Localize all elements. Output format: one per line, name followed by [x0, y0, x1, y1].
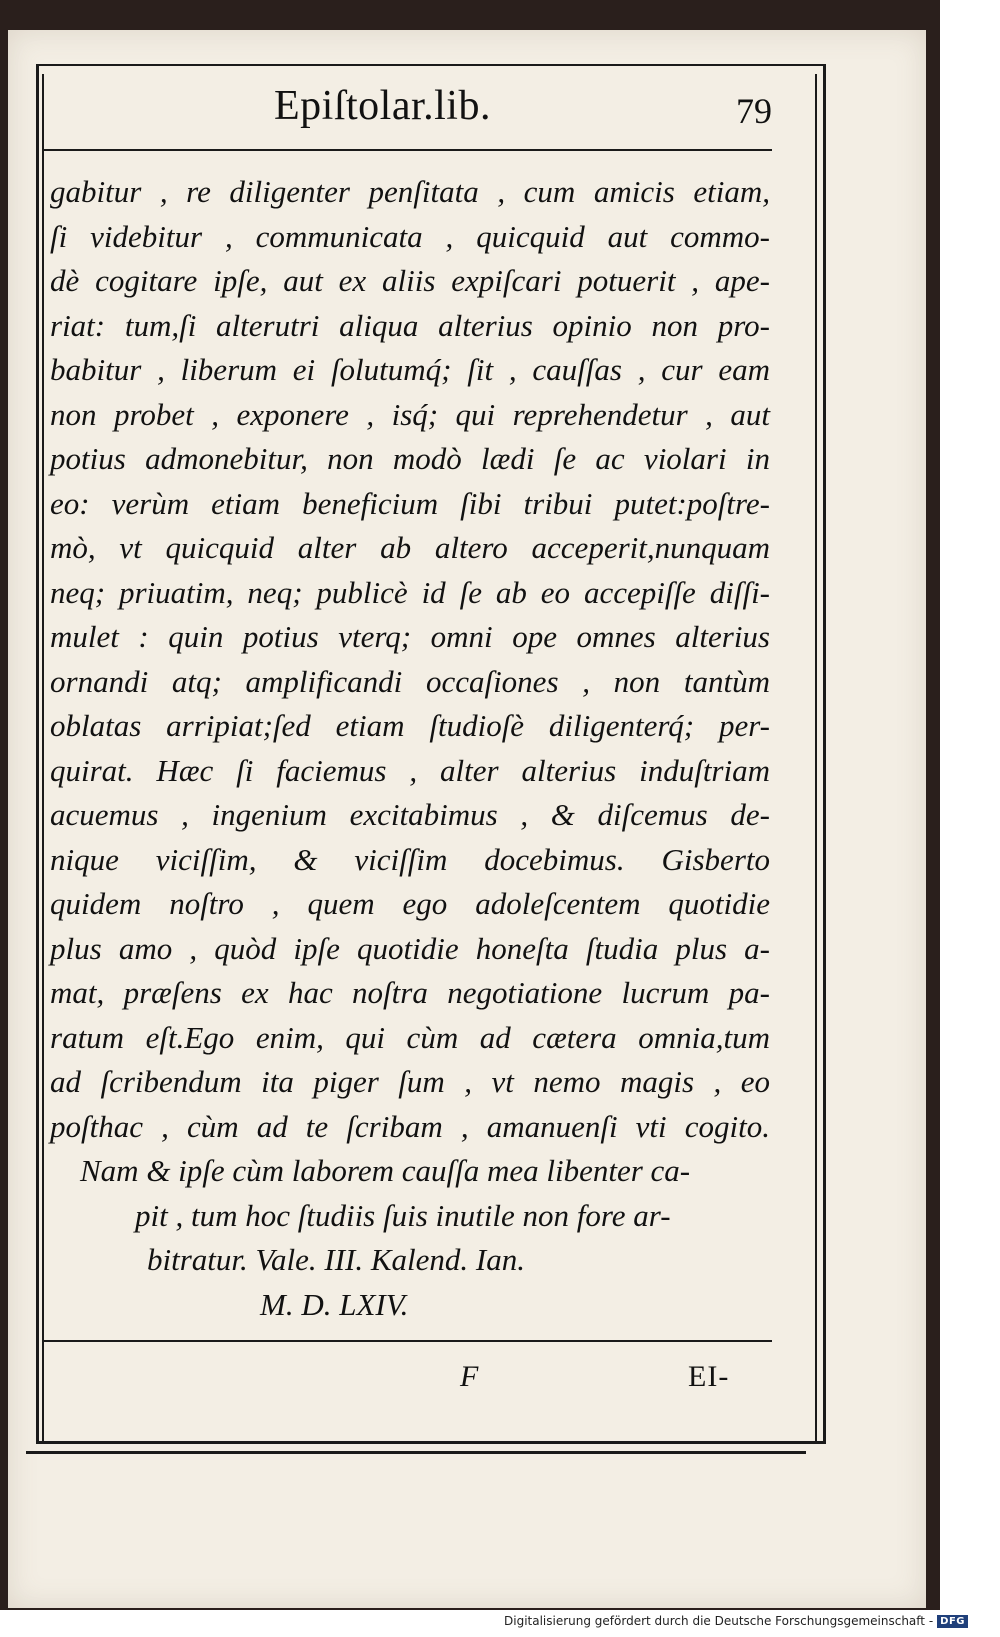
text-line: quirat. Hæc ſi faciemus , alter alterius induſtriam: [50, 752, 770, 788]
text-line: eo: verùm etiam beneficium ſibi tribui putet:poſtre-: [50, 485, 770, 521]
footer-rule: [44, 1340, 772, 1342]
page-number: 79: [736, 91, 772, 131]
text-line: neq; priuatim, neq; publicè id ſe ab eo accepiſſe diſſi-: [50, 574, 770, 610]
bottom-rule: [26, 1451, 806, 1454]
digitization-credit: [504, 1611, 968, 1631]
text-line: ornandi atq; amplificandi occaſiones , non tantùm: [50, 663, 770, 699]
text-line: mò, vt quicquid alter ab altero acceperit,nunquam: [50, 530, 770, 565]
text-line: nique viciſſim, & viciſſim docebimus. Gisberto: [50, 841, 770, 877]
text-line: dè cogitare ipſe, aut ex aliis expiſcari potuerit , ape-: [50, 263, 770, 298]
letter-text: [50, 170, 770, 1327]
date-line: M. D. LXIV.: [260, 1286, 409, 1322]
text-line: quidem noſtro , quem ego adoleſcentem quotidie: [50, 886, 770, 921]
catchword: EI-: [688, 1360, 730, 1393]
text-line: non probet , exponere , isq́; qui reprehendetur , aut: [50, 396, 770, 432]
text-line: potius admonebitur, non modò lædi ſe ac violari in: [50, 441, 770, 476]
text-line: riat: tum,ſi alterutri aliqua alterius opinio non pro-: [50, 307, 770, 343]
text-line: pit , tum hoc ſtudiis ſuis inutile non fore ar-: [135, 1197, 671, 1233]
running-title: Epiſtolar.lib.: [274, 83, 491, 129]
text-line: Nam & ipſe cùm laborem cauſſa mea libenter ca-: [80, 1153, 691, 1188]
text-line: mulet : quin potius vterq; omni ope omnes alterius: [50, 619, 770, 654]
credit-text: Digitalisierung gefördert durch die Deutsche Forschungsgemeinschaft -: [504, 1614, 934, 1628]
text-line: poſthac , cùm ad te ſcribam , amanuenſi vti cogito.: [50, 1108, 770, 1144]
page-header: [44, 82, 772, 142]
text-line: ad ſcribendum ita piger ſum , vt nemo magis , eo: [50, 1064, 770, 1099]
signature-mark: F: [460, 1360, 479, 1393]
text-line: oblatas arripiat;ſed etiam ſtudioſè diligenterq́; per-: [50, 708, 770, 743]
dfg-logo: DFG: [937, 1615, 968, 1628]
text-line: mat, præſens ex hac noſtra negotiatione lucrum pa-: [50, 975, 770, 1010]
header-rule: [44, 149, 772, 151]
text-line: acuemus , ingenium excitabimus , & diſcemus de-: [50, 797, 770, 832]
text-line: babitur , liberum ei ſolutumq́; ſit , cauſſas , cur eam: [50, 352, 770, 387]
text-line: bitratur. Vale. III. Kalend. Ian.: [147, 1242, 525, 1277]
text-line: ratum eſt.Ego enim, qui cùm ad cætera omnia,tum: [50, 1019, 770, 1055]
text-line: gabitur , re diligenter penſitata , cum amicis etiam,: [50, 174, 770, 209]
text-line: ſi videbitur , communicata , quicquid aut commo-: [50, 218, 770, 254]
text-line: plus amo , quòd ipſe quotidie honeſta ſtudia plus a-: [50, 930, 770, 966]
